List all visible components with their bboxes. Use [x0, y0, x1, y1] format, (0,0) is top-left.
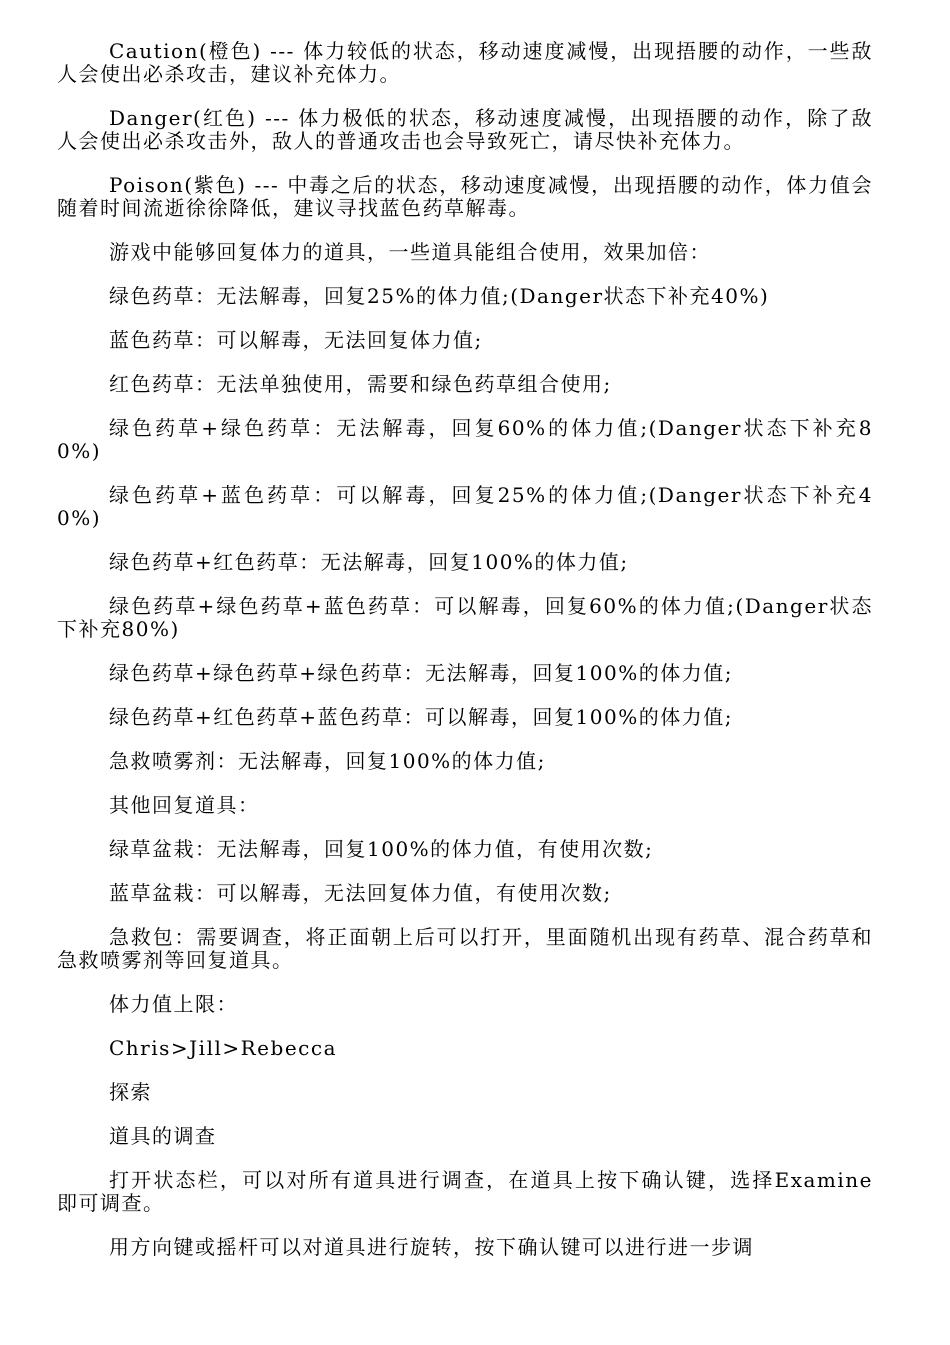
paragraph-poison: Poison(紫色) --- 中毒之后的状态，移动速度减慢，出现捂腰的动作，体力值会随着时间流逝徐徐降低，建议寻找蓝色药草解毒。	[57, 173, 873, 220]
paragraph-green-herb: 绿色药草：无法解毒，回复25%的体力值;(Danger状态下补充40%)	[109, 284, 770, 308]
paragraph-green-blue: 绿色药草+蓝色药草：可以解毒，回复25%的体力值;(Danger状态下补充40%)	[57, 483, 873, 530]
paragraph-green-red: 绿色药草+红色药草：无法解毒，回复100%的体力值;	[109, 550, 629, 574]
paragraph-green-green: 绿色药草+绿色药草：无法解毒，回复60%的体力值;(Danger状态下补充80%)	[57, 416, 873, 463]
paragraph-caution: Caution(橙色) --- 体力较低的状态，移动速度减慢，出现捂腰的动作，一些敌人会使出必杀攻击，建议补充体力。	[57, 39, 873, 86]
paragraph-other-items: 其他回复道具：	[109, 793, 260, 817]
paragraph-green-green-green: 绿色药草+绿色药草+绿色药草：无法解毒，回复100%的体力值;	[109, 661, 733, 685]
paragraph-examine-howto: 打开状态栏，可以对所有道具进行调查，在道具上按下确认键，选择Examine即可调查。	[57, 1168, 873, 1215]
paragraph-hp-limit-heading: 体力值上限：	[109, 992, 238, 1016]
paragraph-hp-limit-order: Chris>Jill>Rebecca	[109, 1036, 337, 1060]
paragraph-danger: Danger(红色) --- 体力极低的状态，移动速度减慢，出现捂腰的动作，除了敌人会使出必杀攻击外，敌人的普通攻击也会导致死亡，请尽快补充体力。	[57, 106, 873, 153]
document-page	[57, 40, 873, 1280]
section-heading-item-examine: 道具的调查	[109, 1124, 217, 1148]
paragraph-recovery-intro: 游戏中能够回复体力的道具，一些道具能组合使用，效果加倍：	[109, 240, 711, 264]
paragraph-red-herb: 红色药草：无法单独使用，需要和绿色药草组合使用;	[109, 372, 612, 396]
paragraph-first-aid-box: 急救包：需要调查，将正面朝上后可以打开，里面随机出现有药草、混合药草和急救喷雾剂等回复道具。	[57, 925, 873, 972]
paragraph-rotate-item: 用方向键或摇杆可以对道具进行旋转，按下确认键可以进行进一步调	[109, 1235, 754, 1259]
paragraph-green-red-blue: 绿色药草+红色药草+蓝色药草：可以解毒，回复100%的体力值;	[109, 705, 733, 729]
paragraph-blue-herb: 蓝色药草：可以解毒，无法回复体力值;	[109, 328, 483, 352]
section-heading-explore: 探索	[109, 1080, 152, 1104]
paragraph-first-aid-spray: 急救喷雾剂：无法解毒，回复100%的体力值;	[109, 749, 546, 773]
paragraph-blue-plant-pot: 蓝草盆栽：可以解毒，无法回复体力值，有使用次数;	[109, 881, 612, 905]
paragraph-green-green-blue: 绿色药草+绿色药草+蓝色药草：可以解毒，回复60%的体力值;(Danger状态下补充80%)	[57, 594, 873, 641]
paragraph-green-plant-pot: 绿草盆栽：无法解毒，回复100%的体力值，有使用次数;	[109, 837, 654, 861]
